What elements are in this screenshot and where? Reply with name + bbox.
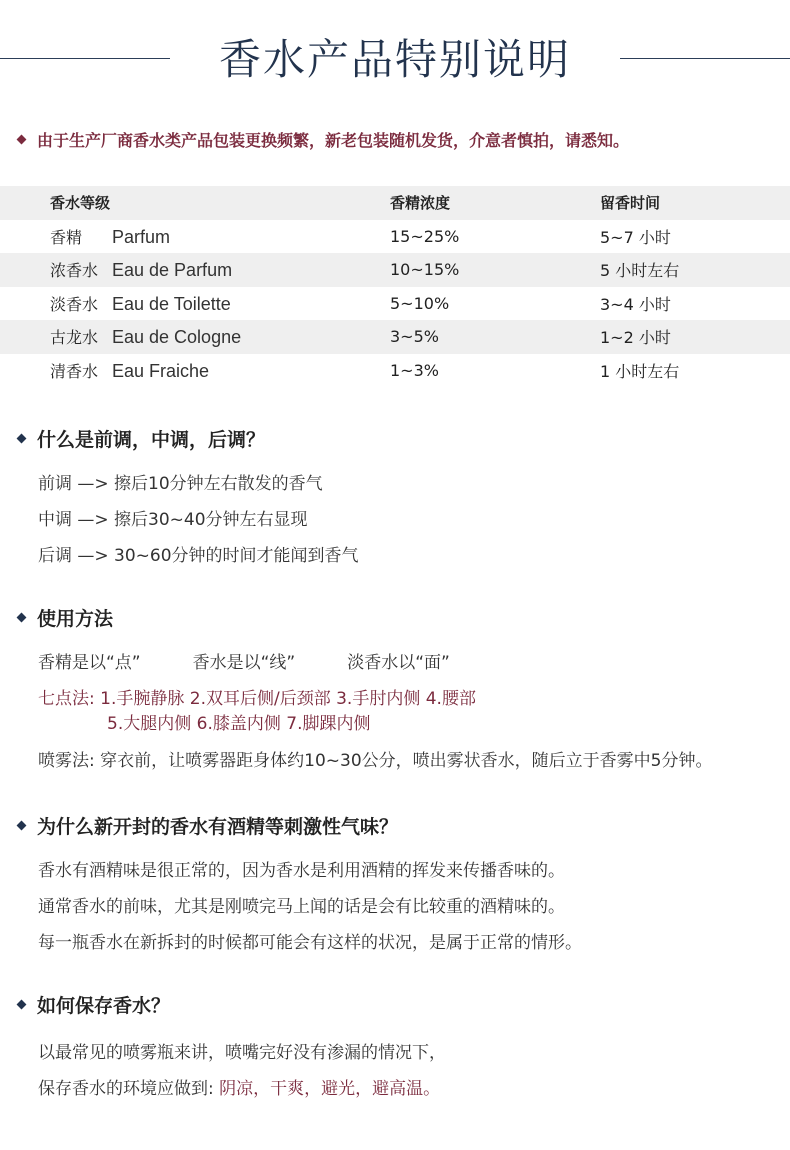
grade-cn: 香精 xyxy=(50,227,83,247)
usage-heading xyxy=(18,604,113,631)
grade-cn: 淡香水 xyxy=(50,294,99,314)
usage-heading-text: 使用方法 xyxy=(37,608,114,630)
storage-prefix: 保存香水的环境应做到: xyxy=(38,1079,220,1099)
grade-cell xyxy=(0,220,390,254)
alcohol-line: 香水有酒精味是很正常的，因为香水是利用酒精的挥发来传播香味的。 xyxy=(38,861,565,881)
concentration-cell: 10~15% xyxy=(390,260,460,280)
middle-note-line: 中调 —> 擦后30~40分钟左右显现 xyxy=(38,510,308,530)
grade-table xyxy=(0,186,790,387)
storage-line2 xyxy=(38,1074,440,1099)
usage-type-parfum: 香精是以“点” xyxy=(38,653,141,673)
spray-method-line: 喷雾法: 穿衣前，让喷雾器距身体约10~30公分，喷出雾状香水，随后立于香雾中5分钟。 xyxy=(38,751,713,771)
duration-cell: 1 小时左右 xyxy=(600,361,680,381)
diamond-bullet-icon xyxy=(17,821,27,831)
seven-points-label: 七点法: xyxy=(38,689,95,709)
alcohol-heading xyxy=(18,812,398,839)
title-divider-left xyxy=(0,58,170,59)
grade-cn: 古龙水 xyxy=(50,328,99,348)
grade-en: Eau de Parfum xyxy=(112,260,233,281)
table-header-row xyxy=(0,186,790,220)
duration-cell: 5 小时左右 xyxy=(600,261,680,281)
notice xyxy=(18,128,629,151)
usage-type-toilette: 淡香水以“面” xyxy=(347,653,450,673)
diamond-bullet-icon xyxy=(17,135,27,145)
header-duration: 留香时间 xyxy=(600,194,661,213)
table-row xyxy=(0,287,790,321)
header-grade: 香水等级 xyxy=(50,194,111,213)
storage-conditions: 阴凉，干爽，避光，避高温。 xyxy=(219,1079,441,1099)
alcohol-heading-text: 为什么新开封的香水有酒精等刺激性气味？ xyxy=(37,816,399,838)
storage-heading-text: 如何保存香水？ xyxy=(37,995,171,1017)
table-row xyxy=(0,320,790,354)
concentration-cell: 1~3% xyxy=(390,360,439,380)
diamond-bullet-icon xyxy=(17,434,27,444)
grade-cell xyxy=(0,320,390,354)
seven-points-line1 xyxy=(38,684,476,709)
notes-heading xyxy=(18,425,265,452)
base-note-line: 后调 —> 30~60分钟的时间才能闻到香气 xyxy=(38,546,359,566)
usage-types xyxy=(38,648,450,673)
storage-line1: 以最常见的喷雾瓶来讲，喷嘴完好没有渗漏的情况下， xyxy=(38,1043,446,1063)
duration-cell: 5~7 小时 xyxy=(600,227,671,247)
grade-en: Eau Fraiche xyxy=(112,360,210,381)
alcohol-line: 每一瓶香水在新拆封的时候都可能会有这样的状况，是属于正常的情形。 xyxy=(38,933,582,953)
grade-cell xyxy=(0,287,390,321)
seven-points-text1: 1.手腕静脉 2.双耳后侧/后颈部 3.手肘内侧 4.腰部 xyxy=(100,689,476,709)
title-divider-right xyxy=(620,58,790,59)
top-note-line: 前调 —> 擦后10分钟左右散发的香气 xyxy=(38,474,323,494)
grade-en: Eau de Toilette xyxy=(112,293,231,314)
title-bar xyxy=(0,28,790,92)
concentration-cell: 15~25% xyxy=(390,226,460,246)
table-row xyxy=(0,253,790,287)
table-row xyxy=(0,220,790,254)
usage-type-perfume: 香水是以“线” xyxy=(192,653,296,673)
grade-cell xyxy=(0,253,390,287)
diamond-bullet-icon xyxy=(17,613,27,623)
grade-cn: 浓香水 xyxy=(50,261,99,281)
diamond-bullet-icon xyxy=(17,1000,27,1010)
grade-cn: 清香水 xyxy=(50,361,99,381)
page-title: 香水产品特别说明 xyxy=(218,35,571,84)
concentration-cell: 5~10% xyxy=(390,293,450,313)
notice-text: 由于生产厂商香水类产品包装更换频繁，新老包装随机发货，介意者慎拍，请悉知。 xyxy=(37,131,630,150)
concentration-cell: 3~5% xyxy=(390,327,439,347)
header-concentration: 香精浓度 xyxy=(390,194,451,213)
duration-cell: 3~4 小时 xyxy=(600,294,671,314)
grade-en: Parfum xyxy=(112,226,171,247)
storage-heading xyxy=(18,991,170,1018)
alcohol-line: 通常香水的前味，尤其是刚喷完马上闻的话是会有比较重的酒精味的。 xyxy=(38,897,565,917)
grade-en: Eau de Cologne xyxy=(112,327,242,348)
duration-cell: 1~2 小时 xyxy=(600,328,671,348)
grade-cell xyxy=(0,354,390,388)
table-row xyxy=(0,354,790,388)
seven-points-line2: 5.大腿内侧 6.膝盖内侧 7.脚踝内侧 xyxy=(107,714,371,734)
notes-heading-text: 什么是前调，中调，后调？ xyxy=(37,429,266,451)
